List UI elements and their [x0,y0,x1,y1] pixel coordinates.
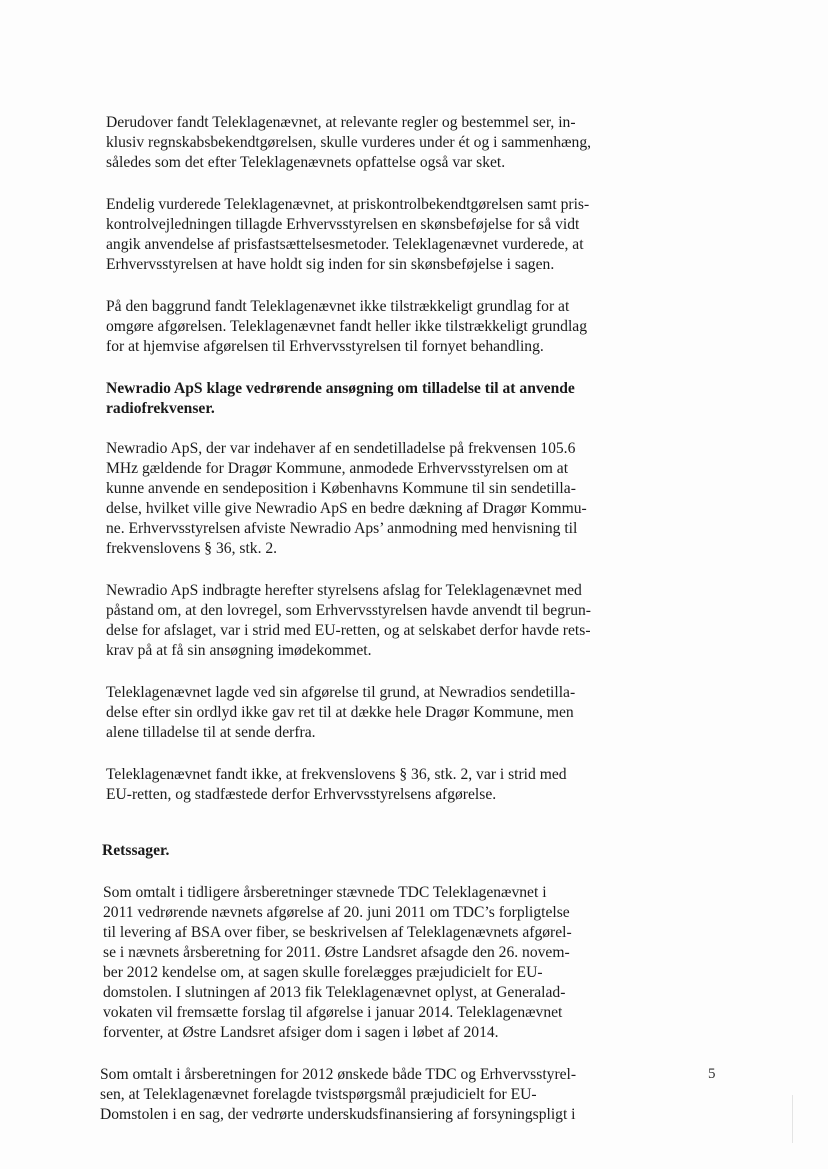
text-line: delse, hvilket ville give Newradio ApS en bedre dækning af Dragør Kommu- [106,500,587,517]
paragraph [100,1065,606,1125]
text-line: Teleklagenævnet fandt ikke, at frekvenslovens § 36, stk. 2, var i strid med [106,766,567,783]
text-line: alene tilladelse til at sende derfra. [106,724,316,741]
section-heading: Retssager. [102,842,170,859]
text-line: ne. Erhvervsstyrelsen afviste Newradio Aps’ anmodning med henvisning til [106,520,578,537]
text-line: domstolen. I slutningen af 2013 fik Teleklagenævnet oplyst, at Generalad- [103,984,566,1001]
scan-edge-mark [792,1095,793,1143]
text-line: Derudover fandt Teleklagenævnet, at relevante regler og bestemmel ser, in- [106,114,576,131]
heading-line: Newradio ApS klage vedrørende ansøgning om tilladelse til at anvende [106,380,575,397]
paragraph [106,297,606,357]
text-line: Som omtalt i tidligere årsberetninger stævnede TDC Teleklagenævnet i [103,884,547,901]
text-line: således som det efter Teleklagenævnets opfattelse også var sket. [106,154,506,171]
text-line: omgøre afgørelsen. Teleklagenævnet fandt heller ikke tilstrækkeligt grundlag [106,318,588,335]
paragraph [106,581,606,661]
text-line: Erhvervsstyrelsen at have holdt sig inden for sin skønsbeføjelse i sagen. [106,256,555,273]
text-line: ber 2012 kendelse om, at sagen skulle forelægges præjudicielt for EU- [103,964,543,981]
text-line: påstand om, at den lovregel, som Erhvervsstyrelsen havde anvendt til begrun- [106,602,592,619]
text-line: kontrolvejledningen tillagde Erhvervsstyrelsen en skønsbeføjelse for så vidt [106,216,580,233]
paragraph [106,439,606,559]
text-line: EU-retten, og stadfæstede derfor Erhvervsstyrelsens afgørelse. [106,786,497,803]
text-line: se i nævnets årsberetning for 2011. Østre Landsret afsagde den 26. novem- [103,944,570,961]
heading-line: radiofrekvenser. [106,400,215,417]
page-number: 5 [708,1066,716,1082]
text-line: for at hjemvise afgørelsen til Erhvervsstyrelsen til fornyet behandling. [106,338,544,355]
text-line: til levering af BSA over fiber, se beskrivelsen af Teleklagenævnets afgørel- [103,924,572,941]
text-line: sen, at Teleklagenævnet forelagde tvistspørgsmål præjudicielt for EU- [100,1086,537,1103]
text-line: Newradio ApS, der var indehaver af en sendetilladelse på frekvensen 105.6 [106,440,576,457]
text-line: 2011 vedrørende nævnets afgørelse af 20. juni 2011 om TDC’s forpligtelse [103,904,570,921]
text-line: krav på at få sin ansøgning imødekommet. [106,642,372,659]
paragraph [106,195,606,275]
text-line: delse efter sin ordlyd ikke gav ret til at dække hele Dragør Kommune, men [106,704,574,721]
text-line: Som omtalt i årsberetningen for 2012 ønskede både TDC og Erhvervsstyrel- [100,1066,577,1083]
text-line: MHz gældende for Dragør Kommune, anmodede Erhvervsstyrelsen om at [106,460,569,477]
text-line: forventer, at Østre Landsret afsiger dom i sagen i løbet af 2014. [103,1024,499,1041]
text-line: Domstolen i en sag, der vedrørte underskudsfinansiering af forsyningspligt i [100,1106,576,1123]
text-line: Teleklagenævnet lagde ved sin afgørelse til grund, at Newradios sendetilla- [106,684,576,701]
document-body [100,113,606,1147]
text-line: klusiv regnskabsbekendtgørelsen, skulle vurderes under ét og i sammenhæng, [106,134,592,151]
text-line: På den baggrund fandt Teleklagenævnet ikke tilstrækkeligt grundlag for at [106,298,570,315]
text-line: Newradio ApS indbragte herefter styrelsens afslag for Teleklagenævnet med [106,582,582,599]
text-line: Endelig vurderede Teleklagenævnet, at priskontrolbekendtgørelsen samt pris- [106,196,590,213]
case-heading [106,379,606,419]
text-line: delse for afslaget, var i strid med EU-retten, og at selskabet derfor havde rets- [106,622,591,639]
text-line: angik anvendelse af prisfastsættelsesmetoder. Teleklagenævnet vurderede, at [106,236,584,253]
text-line: kunne anvende en sendeposition i Københavns Kommune til sin sendetilla- [106,480,576,497]
paragraph [106,765,606,805]
paragraph [106,683,606,743]
paragraph [106,113,606,173]
paragraph [103,883,606,1043]
text-line: frekvenslovens § 36, stk. 2. [106,540,278,557]
text-line: vokaten vil fremsætte forslag til afgørelse i januar 2014. Teleklagenævnet [103,1004,563,1021]
